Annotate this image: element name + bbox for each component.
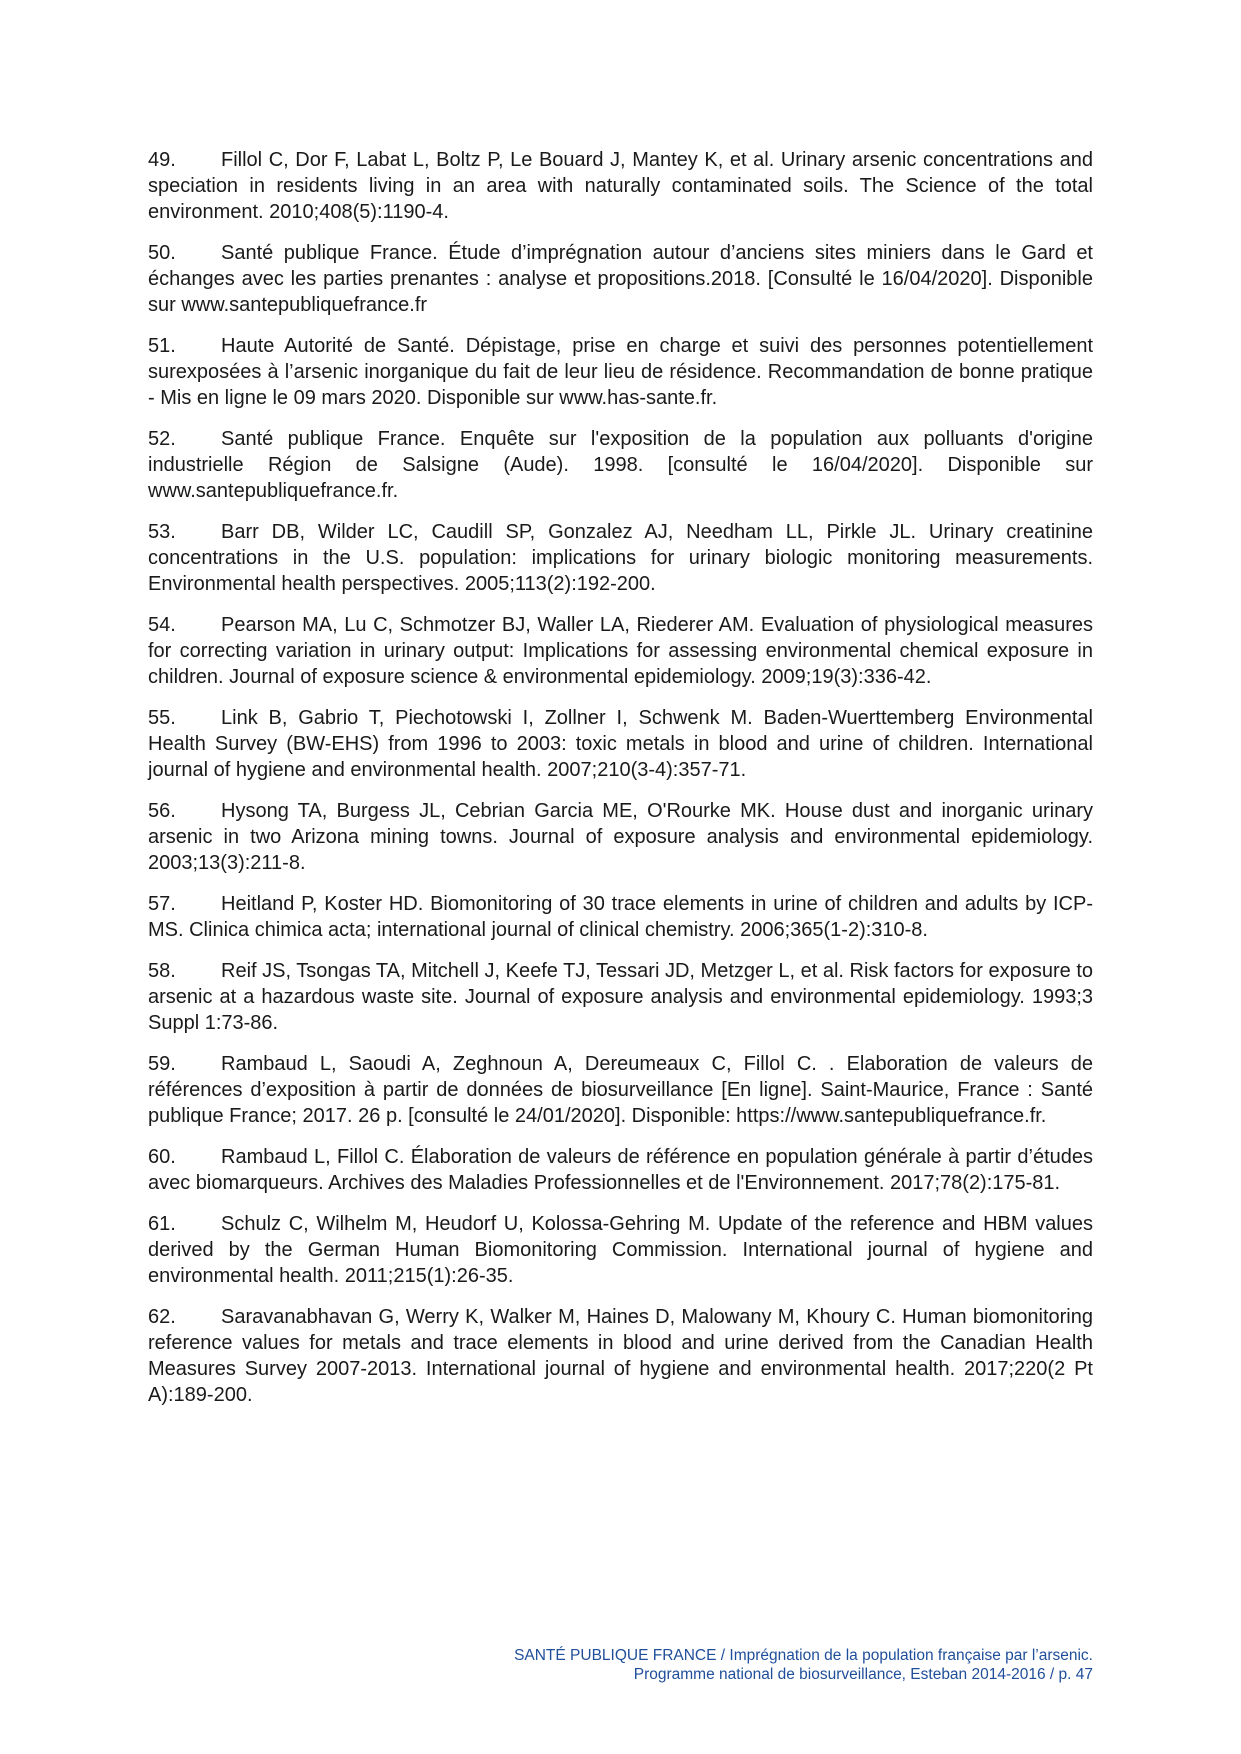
page-footer <box>514 1646 1093 1684</box>
reference-number: 58. <box>148 960 176 982</box>
reference-item <box>148 519 1093 597</box>
reference-text: Haute Autorité de Santé. Dépistage, prise en charge et suivi des personnes potentiellement surexposées à l’arsenic inorganique du fait de leur lieu de résidence. Recommandation de bonne pratique - Mis en ligne le 09 mars 2020. Disponible sur www.has-sante.fr. <box>148 335 1093 409</box>
reference-item <box>148 240 1093 318</box>
reference-item <box>148 958 1093 1036</box>
reference-number: 52. <box>148 428 176 450</box>
reference-text: Hysong TA, Burgess JL, Cebrian Garcia ME, O'Rourke MK. House dust and inorganic urinary arsenic in two Arizona mining towns. Journal of exposure analysis and environmental epidemiology. 2003;13(3):211-8. <box>148 800 1093 874</box>
reference-text: Reif JS, Tsongas TA, Mitchell J, Keefe TJ, Tessari JD, Metzger L, et al. Risk factors for exposure to arsenic at a hazardous waste site. Journal of exposure analysis and environmental epidemiology. 1993;3 Suppl 1:73-86. <box>148 960 1093 1034</box>
reference-number: 51. <box>148 335 176 357</box>
reference-item <box>148 147 1093 225</box>
reference-item <box>148 705 1093 783</box>
reference-text: Saravanabhavan G, Werry K, Walker M, Haines D, Malowany M, Khoury C. Human biomonitoring reference values for metals and trace elements in blood and urine derived from the Canadian Health Measures Survey 2007-2013. International journal of hygiene and environmental health. 2017;220(2 Pt A):189-200. <box>148 1306 1093 1406</box>
reference-text: Rambaud L, Fillol C. Élaboration de valeurs de référence en population générale à partir d’études avec biomarqueurs. Archives des Maladies Professionnelles et de l'Environnement. 2017;78(2):175-81. <box>148 1146 1093 1194</box>
reference-number: 55. <box>148 707 176 729</box>
footer-title-line: SANTÉ PUBLIQUE FRANCE / Imprégnation de la population française par l’arsenic. <box>514 1647 1093 1664</box>
reference-item <box>148 1144 1093 1196</box>
reference-text: Heitland P, Koster HD. Biomonitoring of 30 trace elements in urine of children and adults by ICP-MS. Clinica chimica acta; international journal of clinical chemistry. 2006;365(1-2):310-8. <box>148 893 1093 941</box>
reference-number: 53. <box>148 521 176 543</box>
reference-item <box>148 891 1093 943</box>
reference-text: Barr DB, Wilder LC, Caudill SP, Gonzalez AJ, Needham LL, Pirkle JL. Urinary creatinine concentrations in the U.S. population: implications for urinary biologic monitoring measurements. Environmental health perspectives. 2005;113(2):192-200. <box>148 521 1093 595</box>
reference-number: 57. <box>148 893 176 915</box>
reference-item <box>148 1051 1093 1129</box>
reference-item <box>148 1304 1093 1408</box>
reference-number: 54. <box>148 614 176 636</box>
reference-text: Rambaud L, Saoudi A, Zeghnoun A, Dereumeaux C, Fillol C. . Elaboration de valeurs de références d’exposition à partir de données de biosurveillance [En ligne]. Saint-Maurice, France : Santé publique France; 2017. 26 p. [consulté le 24/01/2020]. Disponible: https://www.santepubliquefrance.fr. <box>148 1053 1093 1127</box>
reference-text: Fillol C, Dor F, Labat L, Boltz P, Le Bouard J, Mantey K, et al. Urinary arsenic concentrations and speciation in residents living in an area with naturally contaminated soils. The Science of the total environment. 2010;408(5):1190-4. <box>148 149 1093 223</box>
reference-number: 49. <box>148 149 176 171</box>
reference-number: 59. <box>148 1053 176 1075</box>
reference-text: Santé publique France. Enquête sur l'exposition de la population aux polluants d'origine industrielle Région de Salsigne (Aude). 1998. [consulté le 16/04/2020]. Disponible sur www.santepubliquefrance.fr. <box>148 428 1093 502</box>
reference-number: 50. <box>148 242 176 264</box>
reference-number: 56. <box>148 800 176 822</box>
reference-text: Pearson MA, Lu C, Schmotzer BJ, Waller LA, Riederer AM. Evaluation of physiological measures for correcting variation in urinary output: Implications for assessing environmental chemical exposure in children. Journal of exposure science & environmental epidemiology. 2009;19(3):336-42. <box>148 614 1093 688</box>
footer-page-line: Programme national de biosurveillance, Esteban 2014-2016 / p. 47 <box>633 1666 1093 1683</box>
reference-number: 61. <box>148 1213 176 1235</box>
reference-text: Link B, Gabrio T, Piechotowski I, Zollner I, Schwenk M. Baden-Wuerttemberg Environmental Health Survey (BW-EHS) from 1996 to 2003: toxic metals in blood and urine of children. International journal of hygiene and environmental health. 2007;210(3-4):357-71. <box>148 707 1093 781</box>
reference-item <box>148 612 1093 690</box>
reference-list <box>148 147 1093 1423</box>
reference-text: Santé publique France. Étude d’imprégnation autour d’anciens sites miniers dans le Gard et échanges avec les parties prenantes : analyse et propositions.2018. [Consulté le 16/04/2020]. Disponible sur www.santepubliquefrance.fr <box>148 242 1093 316</box>
reference-number: 60. <box>148 1146 176 1168</box>
reference-text: Schulz C, Wilhelm M, Heudorf U, Kolossa-Gehring M. Update of the reference and HBM values derived by the German Human Biomonitoring Commission. International journal of hygiene and environmental health. 2011;215(1):26-35. <box>148 1213 1093 1287</box>
reference-item <box>148 333 1093 411</box>
reference-item <box>148 798 1093 876</box>
reference-item <box>148 1211 1093 1289</box>
reference-item <box>148 426 1093 504</box>
reference-number: 62. <box>148 1306 176 1328</box>
